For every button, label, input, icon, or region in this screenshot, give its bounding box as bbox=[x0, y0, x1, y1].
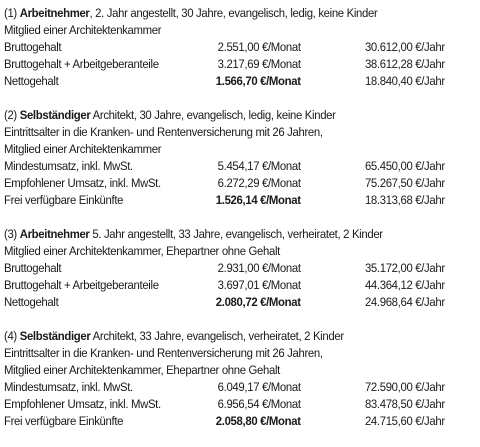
yearly-value: 18.313,68 €/Jahr bbox=[364, 193, 445, 207]
monthly-value: 1.566,70 €/Monat bbox=[215, 74, 301, 88]
case-number: (2) bbox=[4, 108, 17, 122]
monthly-value: 3.217,69 €/Monat bbox=[217, 57, 301, 71]
case-heading bbox=[4, 328, 445, 345]
figure-row bbox=[4, 158, 445, 175]
case-block-3 bbox=[4, 226, 445, 311]
case-kind: Selbständiger bbox=[19, 329, 91, 343]
monthly-value: 1.526,14 €/Monat bbox=[215, 193, 301, 207]
yearly-value: 24.968,64 €/Jahr bbox=[364, 295, 445, 309]
figure-row bbox=[4, 56, 445, 73]
monthly-value: 6.049,17 €/Monat bbox=[217, 380, 301, 394]
case-detail-line: Eintrittsalter in die Kranken- und Rentenversicherung mit 26 Jahren, bbox=[4, 346, 323, 360]
row-label: Bruttogehalt bbox=[4, 40, 62, 54]
row-label: Bruttogehalt bbox=[4, 261, 62, 275]
case-kind: Arbeitnehmer bbox=[19, 6, 90, 20]
figure-row bbox=[4, 39, 445, 56]
figure-row bbox=[4, 260, 445, 277]
row-label: Empfohlener Umsatz, inkl. MwSt. bbox=[4, 397, 161, 411]
yearly-value: 44.364,12 €/Jahr bbox=[364, 278, 445, 292]
monthly-value: 6.272,29 €/Monat bbox=[217, 176, 301, 190]
case-description: 5. Jahr angestellt, 33 Jahre, evangelisch, verheiratet, 2 Kinder bbox=[89, 227, 383, 241]
case-detail-line: Mitglied einer Architektenkammer, Ehepartner ohne Gehalt bbox=[4, 363, 281, 377]
case-heading bbox=[4, 107, 445, 124]
yearly-value: 38.612,28 €/Jahr bbox=[364, 57, 445, 71]
case-detail-line: Mitglied einer Architektenkammer, Ehepartner ohne Gehalt bbox=[4, 244, 281, 258]
figure-row bbox=[4, 379, 445, 396]
row-label: Bruttogehalt + Arbeitgeberanteile bbox=[4, 57, 159, 71]
monthly-value: 2.058,80 €/Monat bbox=[215, 414, 301, 428]
case-heading bbox=[4, 226, 445, 243]
row-label: Empfohlener Umsatz, inkl. MwSt. bbox=[4, 176, 161, 190]
figure-row-total bbox=[4, 73, 445, 90]
row-label: Mindestumsatz, inkl. MwSt. bbox=[4, 159, 133, 173]
row-label: Frei verfügbare Einkünfte bbox=[4, 193, 124, 207]
figure-row-total bbox=[4, 413, 445, 430]
monthly-value: 6.956,54 €/Monat bbox=[217, 397, 301, 411]
monthly-value: 3.697,01 €/Monat bbox=[217, 278, 301, 292]
yearly-value: 35.172,00 €/Jahr bbox=[364, 261, 445, 275]
monthly-value: 5.454,17 €/Monat bbox=[217, 159, 301, 173]
row-label: Nettogehalt bbox=[4, 74, 59, 88]
row-label: Mindestumsatz, inkl. MwSt. bbox=[4, 380, 133, 394]
case-number: (4) bbox=[4, 329, 17, 343]
case-detail-line: Eintrittsalter in die Kranken- und Rentenversicherung mit 26 Jahren, bbox=[4, 125, 323, 139]
case-description: Architekt, 33 Jahre, evangelisch, verheiratet, 2 Kinder bbox=[90, 329, 344, 343]
income-comparison-document bbox=[4, 5, 445, 447]
case-detail-line: Mitglied einer Architektenkammer bbox=[4, 142, 162, 156]
case-kind: Selbständiger bbox=[19, 108, 91, 122]
yearly-value: 30.612,00 €/Jahr bbox=[364, 40, 445, 54]
figure-row-total bbox=[4, 294, 445, 311]
row-label: Frei verfügbare Einkünfte bbox=[4, 414, 124, 428]
case-block-2 bbox=[4, 107, 445, 209]
yearly-value: 83.478,50 €/Jahr bbox=[364, 397, 445, 411]
row-label: Bruttogehalt + Arbeitgeberanteile bbox=[4, 278, 159, 292]
case-block-1 bbox=[4, 5, 445, 90]
monthly-value: 2.080,72 €/Monat bbox=[215, 295, 301, 309]
case-number: (3) bbox=[4, 227, 17, 241]
figure-row-total bbox=[4, 192, 445, 209]
monthly-value: 2.551,00 €/Monat bbox=[217, 40, 301, 54]
row-label: Nettogehalt bbox=[4, 295, 59, 309]
yearly-value: 75.267,50 €/Jahr bbox=[364, 176, 445, 190]
yearly-value: 18.840,40 €/Jahr bbox=[364, 74, 445, 88]
case-description: Architekt, 30 Jahre, evangelisch, ledig, keine Kinder bbox=[90, 108, 336, 122]
yearly-value: 72.590,00 €/Jahr bbox=[364, 380, 445, 394]
case-detail-line: Mitglied einer Architektenkammer bbox=[4, 23, 162, 37]
figure-row bbox=[4, 175, 445, 192]
yearly-value: 65.450,00 €/Jahr bbox=[364, 159, 445, 173]
case-heading bbox=[4, 5, 445, 22]
figure-row bbox=[4, 396, 445, 413]
case-description: , 2. Jahr angestellt, 30 Jahre, evangelisch, ledig, keine Kinder bbox=[89, 6, 378, 20]
case-kind: Arbeitnehmer bbox=[19, 227, 90, 241]
yearly-value: 24.715,60 €/Jahr bbox=[364, 414, 445, 428]
case-number: (1) bbox=[4, 6, 17, 20]
figure-row bbox=[4, 277, 445, 294]
case-block-4 bbox=[4, 328, 445, 430]
monthly-value: 2.931,00 €/Monat bbox=[217, 261, 301, 275]
